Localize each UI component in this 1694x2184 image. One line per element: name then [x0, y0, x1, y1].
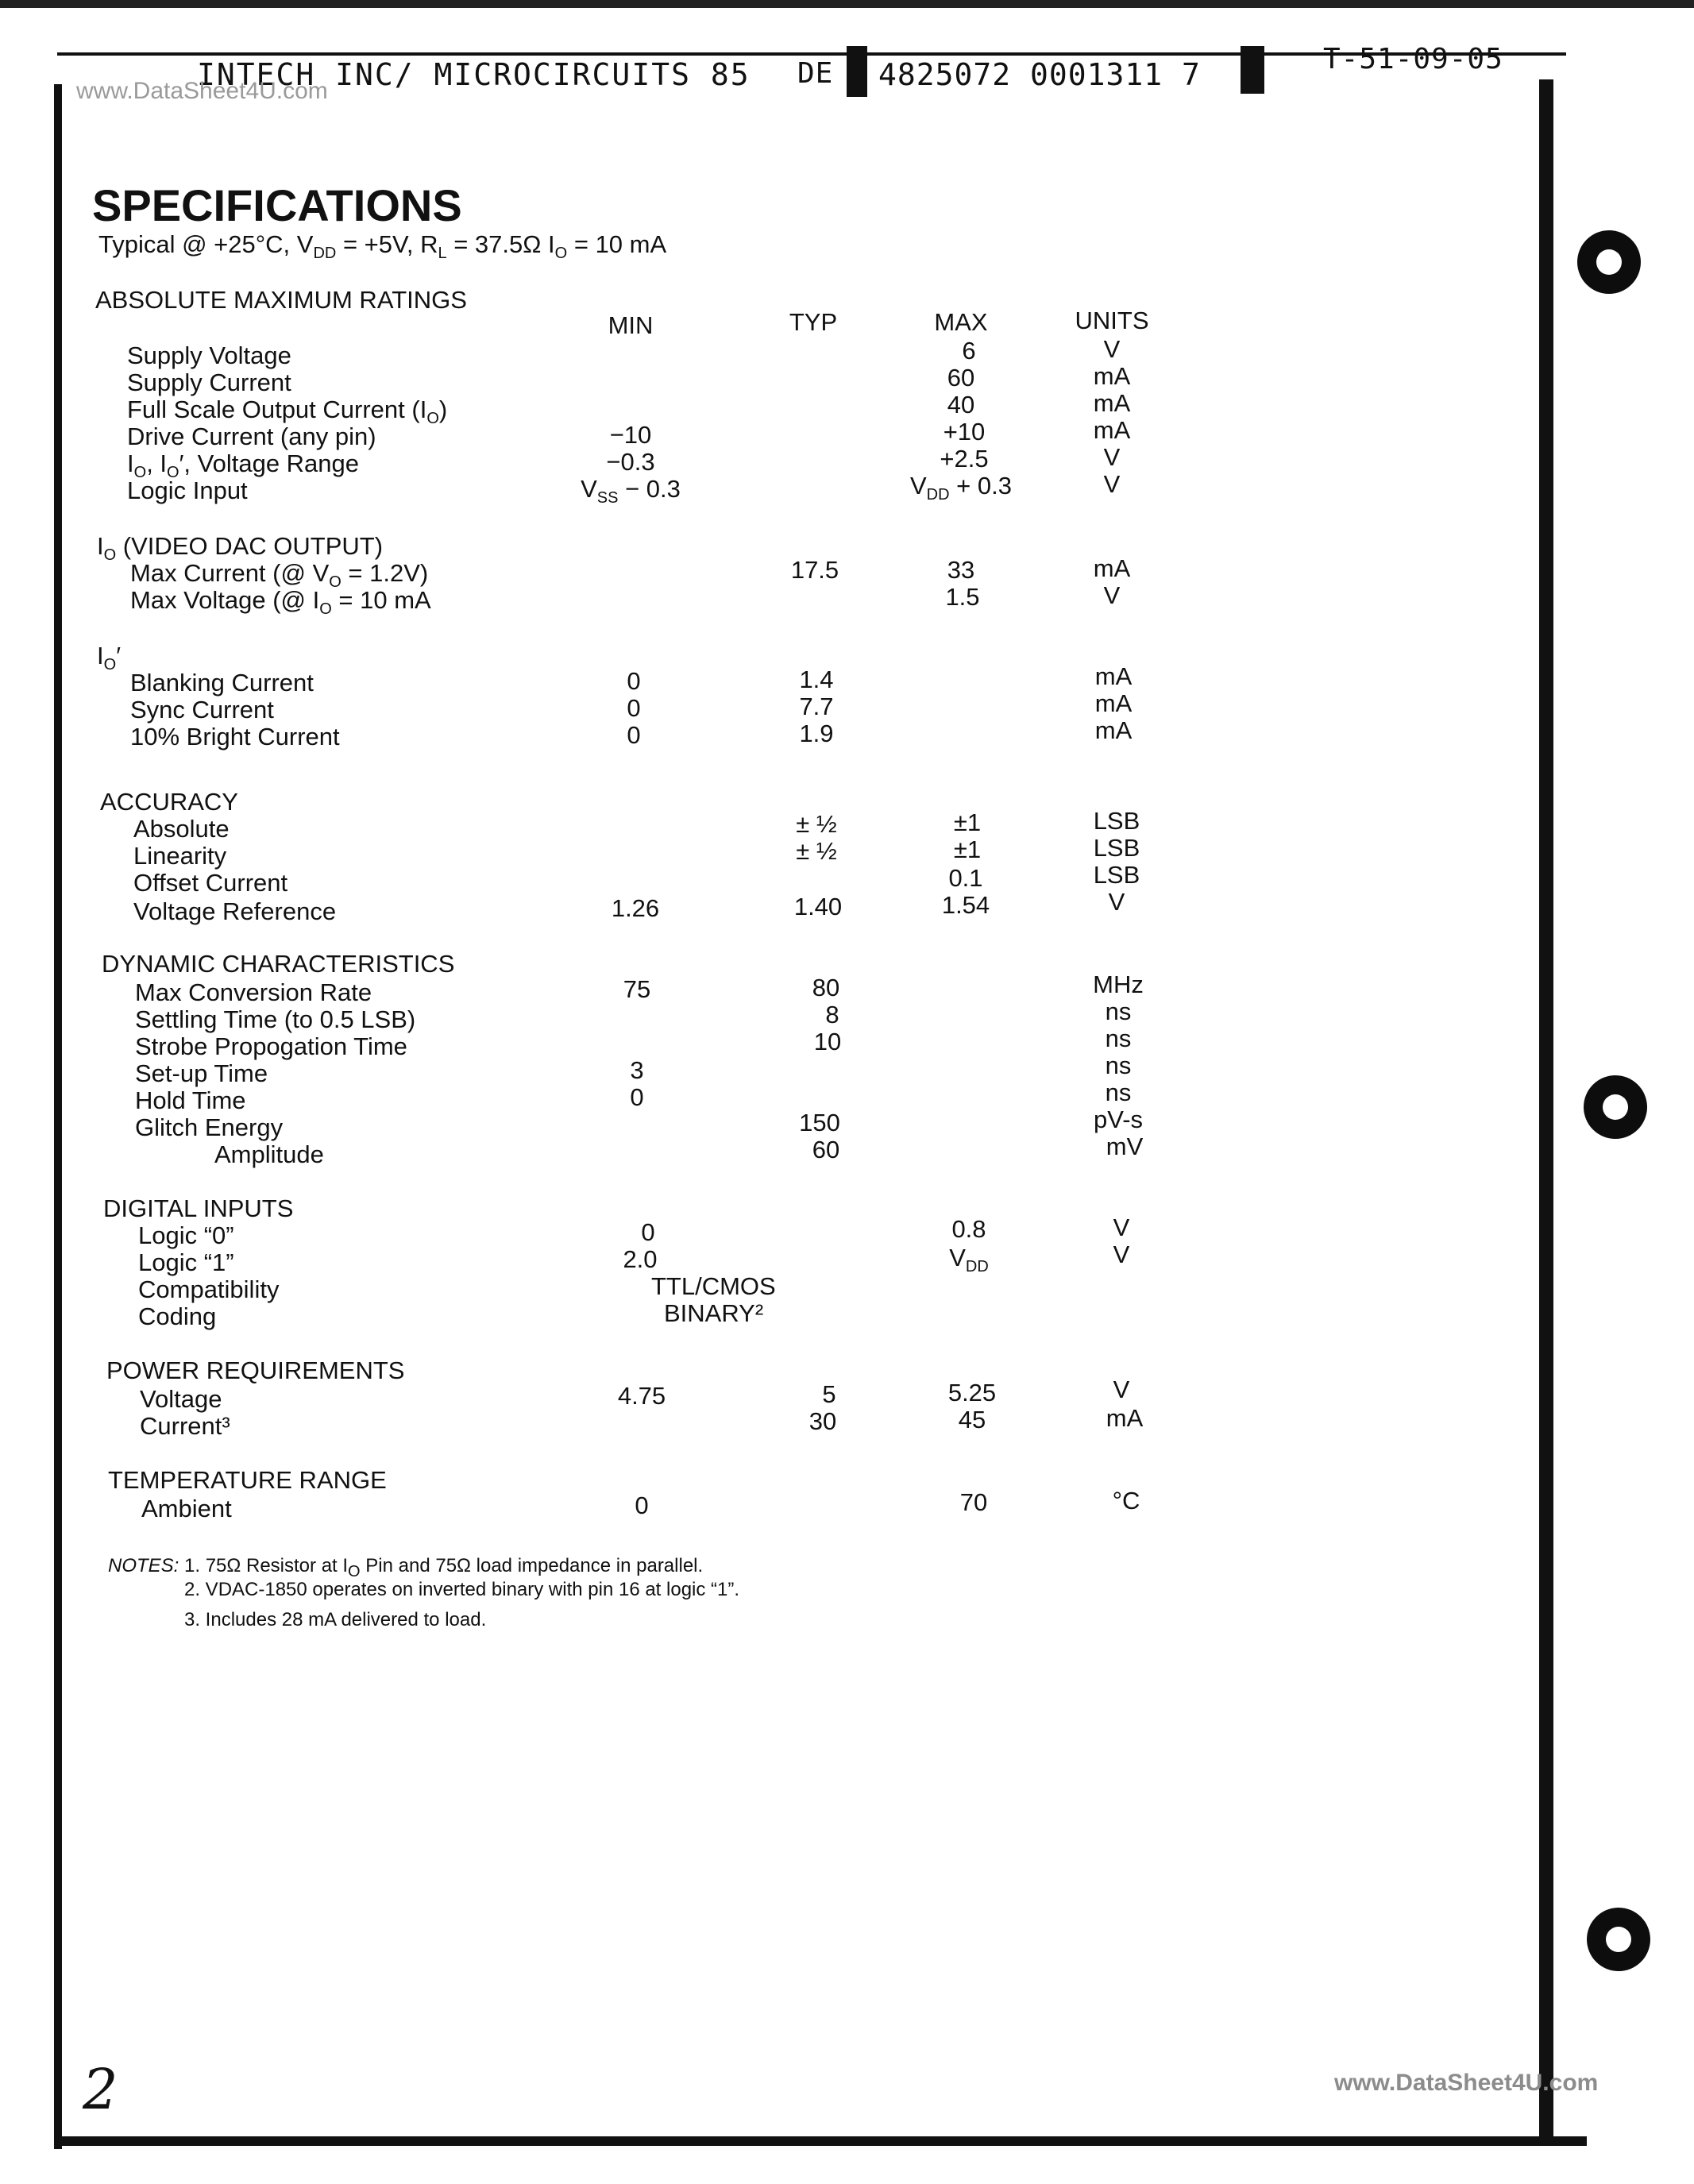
frame-right-rule — [1539, 79, 1553, 2144]
note-2: 2. VDAC-1850 operates on inverted binary with pin 16 at logic “1”. — [184, 1579, 740, 1600]
cell-typ: 30 — [808, 1407, 837, 1435]
cell-max: +10 — [943, 418, 986, 446]
cell-max: 5.25 — [947, 1379, 997, 1406]
cell-typ: 60 — [812, 1136, 840, 1163]
row-label: Current³ — [140, 1412, 230, 1440]
row-label: 10% Bright Current — [130, 723, 340, 751]
cell-max: 40 — [947, 391, 975, 419]
column-header-max: MAX — [934, 308, 988, 336]
cell-units: °C — [1112, 1487, 1140, 1515]
cell-max: 1.5 — [945, 583, 980, 611]
cell-units: LSB — [1093, 861, 1140, 889]
row-label: Max Current (@ $V_O = 1.2V$) — [130, 559, 429, 592]
row-label: Compatibility — [138, 1275, 280, 1303]
cell-units: MHz — [1093, 970, 1144, 998]
cell-units: mA — [1093, 362, 1131, 390]
cell-units: pV-s — [1093, 1106, 1144, 1133]
cell-units: ns — [1105, 1024, 1132, 1052]
row-label: Hold Time — [135, 1086, 246, 1114]
cell-min: 0 — [641, 1218, 655, 1246]
page-title: SPECIFICATIONS — [92, 180, 462, 230]
cell-units: V — [1103, 581, 1121, 609]
cell-typ: 1.4 — [799, 666, 834, 693]
section-heading: ACCURACY — [100, 788, 238, 816]
header-code-prefix: DE — [797, 57, 834, 90]
row-label: Logic “1” — [138, 1248, 234, 1276]
cell-min: 1.26 — [611, 894, 660, 922]
header-company: INTECH INC/ MICROCIRCUITS 85 — [197, 57, 751, 92]
column-header-min: MIN — [608, 311, 654, 339]
cell-units: LSB — [1093, 834, 1140, 862]
cell-max: 0.8 — [951, 1215, 986, 1243]
cell-min: −10 — [609, 421, 652, 449]
row-label: Max Conversion Rate — [135, 978, 372, 1006]
cell-min: 0 — [627, 667, 641, 695]
cell-value: TTL/CMOS — [651, 1272, 776, 1300]
punch-hole-icon — [1584, 1075, 1647, 1139]
punch-hole-icon — [1587, 1908, 1650, 1971]
page-number: 2 — [83, 2057, 118, 2122]
cell-units: ns — [1105, 997, 1132, 1025]
cell-min: 3 — [630, 1056, 644, 1084]
cell-max: ±1 — [953, 808, 982, 836]
cell-typ: 1.9 — [799, 720, 834, 747]
column-header-typ: TYP — [789, 308, 838, 336]
cell-min: −0.3 — [606, 448, 655, 476]
cell-units: mA — [1093, 416, 1131, 444]
cell-max: +2.5 — [940, 445, 989, 473]
cell-max: 60 — [947, 364, 975, 392]
row-label: Ambient — [141, 1495, 232, 1522]
cell-units: V — [1113, 1214, 1130, 1241]
row-label: Glitch Energy — [135, 1113, 284, 1141]
cell-units: V — [1108, 888, 1125, 916]
row-label: Supply Current — [127, 369, 291, 396]
row-label: Logic “0” — [138, 1221, 234, 1249]
cell-min: $V_{SS} - 0.3$ — [581, 475, 681, 507]
section-heading: $I_O'$ — [97, 642, 121, 674]
row-label: $I_O$, $I_O'$, Voltage Range — [127, 450, 360, 482]
cell-typ: 1.40 — [793, 893, 843, 920]
row-label: Full Scale Output Current $(I_O)$ — [127, 396, 448, 428]
cell-units: mV — [1106, 1133, 1144, 1160]
note-3: 3. Includes 28 mA delivered to load. — [184, 1609, 487, 1630]
row-label: Coding — [138, 1302, 217, 1330]
section-heading: DIGITAL INPUTS — [103, 1194, 294, 1222]
cell-units: mA — [1093, 554, 1131, 582]
cell-units: ns — [1105, 1051, 1132, 1079]
row-label: Settling Time (to 0.5 LSB) — [135, 1005, 416, 1033]
cell-max: $V_{DD} + 0.3$ — [909, 472, 1012, 504]
column-header-units: UNITS — [1075, 307, 1149, 334]
row-label: Logic Input — [127, 477, 248, 504]
row-label: Blanking Current — [130, 669, 314, 696]
cell-value: BINARY² — [664, 1299, 764, 1327]
header-block-mark — [847, 46, 867, 97]
header-code: 4825072 0001311 7 — [878, 57, 1201, 92]
frame-left-rule — [54, 84, 62, 2149]
cell-max: 6 — [962, 337, 976, 365]
scan-edge — [0, 0, 1694, 8]
cell-max: 33 — [947, 556, 975, 584]
cell-max: ±1 — [953, 835, 982, 863]
punch-hole-icon — [1577, 230, 1641, 294]
row-label: Absolute — [133, 815, 230, 843]
cell-units: mA — [1093, 389, 1131, 417]
row-label: Sync Current — [130, 696, 274, 723]
cell-typ: 7.7 — [799, 693, 834, 720]
row-label: Set-up Time — [135, 1059, 268, 1087]
cell-units: mA — [1094, 662, 1133, 690]
cell-units: mA — [1106, 1404, 1144, 1432]
row-label: Voltage — [140, 1385, 222, 1413]
cell-max: 0.1 — [948, 864, 983, 892]
cell-min: 4.75 — [617, 1382, 666, 1410]
cell-typ: ± ½ — [796, 810, 837, 838]
test-conditions: Typical @ +25°C, $V_{DD} = +5V$, $R_L = 37.5\Omega$ $I_O = 10$ mA — [98, 230, 667, 263]
row-label: Supply Voltage — [127, 341, 291, 369]
cell-units: ns — [1105, 1078, 1132, 1106]
cell-units: mA — [1094, 689, 1133, 717]
cell-min: 75 — [623, 975, 651, 1003]
row-label: Max Voltage (@ $I_O = 10$ mA — [130, 586, 431, 619]
section-heading: POWER REQUIREMENTS — [106, 1356, 405, 1384]
cell-units: LSB — [1093, 807, 1140, 835]
cell-min: 2.0 — [623, 1245, 658, 1273]
row-label: Offset Current — [133, 869, 288, 897]
cell-typ: 80 — [812, 974, 840, 1001]
watermark-top: www.DataSheet4U.com — [76, 78, 328, 104]
cell-max: 70 — [959, 1488, 988, 1516]
cell-max: $V_{DD}$ — [949, 1244, 989, 1276]
cell-typ: 5 — [822, 1380, 836, 1408]
cell-units: V — [1103, 335, 1121, 363]
cell-typ: 8 — [825, 1001, 839, 1028]
row-label: Strobe Propogation Time — [135, 1032, 407, 1060]
cell-max: 1.54 — [941, 891, 990, 919]
section-heading: $I_O$ (VIDEO DAC OUTPUT) — [97, 532, 384, 565]
section-heading: ABSOLUTE MAXIMUM RATINGS — [95, 286, 467, 314]
row-label: Voltage Reference — [133, 897, 337, 925]
cell-units: V — [1103, 443, 1121, 471]
note-1: NOTES: 1. 75Ω Resistor at $I_O$ Pin and 75Ω load impedance in parallel. — [108, 1555, 704, 1580]
cell-min: 0 — [627, 694, 641, 722]
cell-typ: 150 — [799, 1109, 840, 1136]
frame-bottom-rule — [54, 2136, 1587, 2146]
cell-units: V — [1113, 1376, 1130, 1403]
cell-min: 0 — [627, 721, 641, 749]
cell-typ: ± ½ — [796, 837, 837, 865]
section-heading: TEMPERATURE RANGE — [108, 1466, 387, 1494]
cell-units: mA — [1094, 716, 1133, 744]
section-heading: DYNAMIC CHARACTERISTICS — [102, 950, 455, 978]
header-block-mark — [1241, 46, 1264, 94]
cell-units: V — [1103, 470, 1121, 498]
row-label: Drive Current (any pin) — [127, 423, 376, 450]
row-label: Amplitude — [214, 1140, 324, 1168]
row-label: Linearity — [133, 842, 227, 870]
cell-units: V — [1113, 1241, 1130, 1268]
cell-typ: 17.5 — [790, 556, 839, 584]
cell-min: 0 — [635, 1491, 649, 1519]
cell-min: 0 — [630, 1083, 644, 1111]
header-ref: T-51-09-05 — [1323, 43, 1503, 75]
cell-typ: 10 — [813, 1028, 842, 1055]
cell-max: 45 — [958, 1406, 986, 1433]
watermark-bottom: www.DataSheet4U.com — [1334, 2070, 1599, 2096]
